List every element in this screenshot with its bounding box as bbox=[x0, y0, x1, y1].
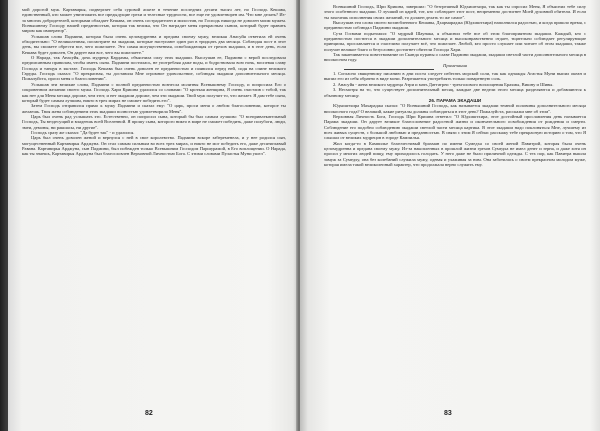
right-paragraph: Всевышний Господь, Шри Кришна, завершил: "О безгрешный Юдхиштхира, так как ты спросил Меня, Я объяснил тебе силу этого особенного экадаши. О лучший из царей, тот, кто соблюдает этот пост, непременно достигнет Моей духовной обители. И если ты захочешь исполнения своих желаний, то должен делать то же самое". bbox=[324, 4, 586, 20]
left-page-text bbox=[22, 7, 286, 157]
left-paragraph: Затем Господь отправился прямо к мужу Падмини и сказал ему: "О царь, проси меня о любом благословении, которое ты желаешь. Твоя жена соблюдением этих экадаши полностью удовлетворила Меня". bbox=[22, 103, 286, 114]
left-paragraph: Услышав слова Падмини, которая была очень целомудренна и предана своему мужу, великая Анасуйя ответила ей очень обходительно: "О великолепная, посмотрите на экадаши, которые наступают один раз в тридцать два месяца. Соблюдая пост в этот день, вы сможете обрести все, чего пожелаете. Это самая могущественная, освобождающая от грехов экадаши, и в этот день, если Кешава будет доволен, Он дарует вам все, чего вы пожелаете." bbox=[22, 33, 286, 55]
right-paragraph: Сута Госвами подытожил: "О мудрый Шаунака, я объяснил тебе все об этом благоприятном экадаши. Каждый, кто с преданностью постится в экадаши дополнительного месяца и высоконравственно отдает, тщательно соблюдает регулирующие принципы, прославляется и счастливо получает всё, что пожелает. Любой, кто просто слушает или читает об этом экадаши, также получит великое благо и безусловно достигнет обители Господа Хари. bbox=[324, 30, 586, 52]
right-page-text bbox=[324, 4, 586, 167]
left-paragraph: Услышав эти великие слова, Падмини с полной преданностью вознесла молитвы Всевышнему Господу, и попросила Его о сокровенном желании своего мужа. Господь Хари Кришна удалился со словами: "О кроткая женщина, Я очень счастлив с тобой, так как нет для Меня месяца дороже, чем этот, и нет экадаши дороже, чем эти экадаши. Твой муж получит то, что желает. Я дам тебе сына, который будет самым лучшим, никто в трех мирах не сможет победить его". bbox=[22, 81, 286, 103]
notes-divider bbox=[344, 69, 434, 70]
left-paragraph: мой дорогой муж. Картавирья, подвергает себя суровой аскезе в течение последних десяти тысяч лет, но Господь Кешава, единственный, кто может уничтожить все предыдущие грехи и телесные трудности, все еще не удовлетворен им. Что мне делать? Из-за многих добродетелей, которыми обладает Кешава, он очень сострадателен и милостив, но Господь никогда не доволен моим мужем. Всевышнему Господу нашей преданностью, которая так велика, что Он наградит меня прекрасным сыном, который будет править миром как император". bbox=[22, 7, 286, 34]
notes-title: Примечания bbox=[443, 62, 467, 68]
note-item: 1. Согласно священному писанию в дни поста следует избегать морской соли, так как однажды Агастья Муни выпил океан и выпил его из себя обратно в виде мочи. Разрешается употреблять только поваренную соль. bbox=[324, 71, 586, 82]
note-item: 3. Несмотря на то, что существует дополнительный месяц, каждые две недели этого месяца разделяются и добавляются к обычному месяцу. bbox=[324, 87, 586, 98]
chapter-heading: 26. ПАРАМА ЭКАДАШИ bbox=[428, 97, 482, 103]
page-number-left: 82 bbox=[145, 410, 153, 417]
right-paragraph: Жил когда-то в Кампилье благочестивый брахман по имени Сумедха со своей женой Павитрой, которая была очень целомудренна и предана своему мужу. Из-за накопленных в прошлой жизни грехов Сумедха не имел денег и зерна, и даже хотя он просил у многих людей пищу, ему приходилось голодать. У него даже не было приличной одежды. С тех пор, как Павитра вышла замуж за Сумедху, она без колебаний служила мужу, одевая и ухаживая за ним. Она заботилась о своем прекрасном молодом муже, которая имела такой великолепный характер, что продолжала верно служить ему. bbox=[324, 140, 586, 167]
right-paragraph: Выслушав эти слова своего возлюбленного Кешавы, Дхармараджа (Юдхиштхира) наполнился радостью, и когда пришло время, с преданностью соблюдал Падмини экадаши. bbox=[324, 20, 586, 31]
right-page bbox=[300, 0, 600, 431]
right-paragraph: Так заканчивается повествование из Сканда пураны о славе Падмини экадаши, экадаши светлой части дополнительного месяца в високосном году. bbox=[324, 52, 586, 63]
right-paragraph: Верховная Личность Бога, Господь Шри Кришна ответил: "О Юдхиштхира, этот достойный прославления день называется Парама экадаши. Он дарует великое благословение радостной жизни и окончательного освобождения от рождения и смерти. Соблюдение его подобно соблюдению экадаши светлой части месяца картика. В этот экадаши надо поклоняться Мне, лучшему из всех живых существ, с большой любовью и преданностью. В связи с этим Я сейчас расскажу тебе прекрасную историю о том, что Я слышал от великих мудрецов в городе Кампилья. bbox=[324, 113, 586, 141]
left-paragraph: Царь был очень доволен женой и вернулся с ней в свое королевство. Падмини вскоре забеременела, и у нее родился сын, могущественный Картавирья Арджуна. Он стал самым сильным во всех трех мирах, и никто не мог победить его, даже десятиглавый Равана. Картавирья Арджуна, сын Падмини, был побежден только Всевышним Господом Паршурамой, в Его воплощении. О Нарада, как ты знаешь, Картавирья Арджуна был благословлен Верховной Личностью Бога. С этими словами Пуластья Муни ушел". bbox=[22, 135, 286, 157]
page-number-right: 83 bbox=[444, 410, 452, 417]
left-paragraph: Царь был очень рад услышать это. Естественно, он попросил сына, который бы был самым лучшим: "О всепривлекательный Господь, Ты вездесущий и владеешь всей Вселенной. Я прошу сына, которого никто в мире не сможет победить, даже полубоги, люди, змеи, демоны, ни ракшасы, ни другие". bbox=[22, 113, 286, 130]
left-paragraph: Господь сразу же сказал: "Да будет так" - и удалился. bbox=[31, 129, 135, 135]
left-paragraph: О Нарада, так Анасуйя, дочь мудреца Кардамы, объяснила силу этих экадаши. Выслушав ее, Падмини с верой последовала предписанным правилам, чтобы иметь сына. Падмини постилась, не употребляя даже воды, и бодрствовала всю ночь, воспевая славу Господа и танцуя в экстазе. Господь Кешава был очень доволен ее преданностью и появился перед ней, сидя на спине великого Гаруды. Господь сказал: "О прекрасная, ты доставила Мне огромное удовольствие, соблюдая экадаши дополнительного месяца. Пожалуйста, проси меня о благословении". bbox=[22, 55, 286, 82]
note-item: 2. Анасуйя - жена великого мудреца Атри и мать Даттатреи - трехголового воплощения Брахмы, Вишну и Шивы. bbox=[333, 81, 554, 87]
left-page bbox=[8, 0, 298, 431]
right-paragraph: Юдхиштхира Махараджа сказал: "О Всевышний Господь, как называется экадаши темной половины дополнительного месяца високосного года? О великий, какие ритуалы должны соблюдаться в этот день? Пожалуйста, расскажи мне об этом". bbox=[324, 103, 586, 114]
